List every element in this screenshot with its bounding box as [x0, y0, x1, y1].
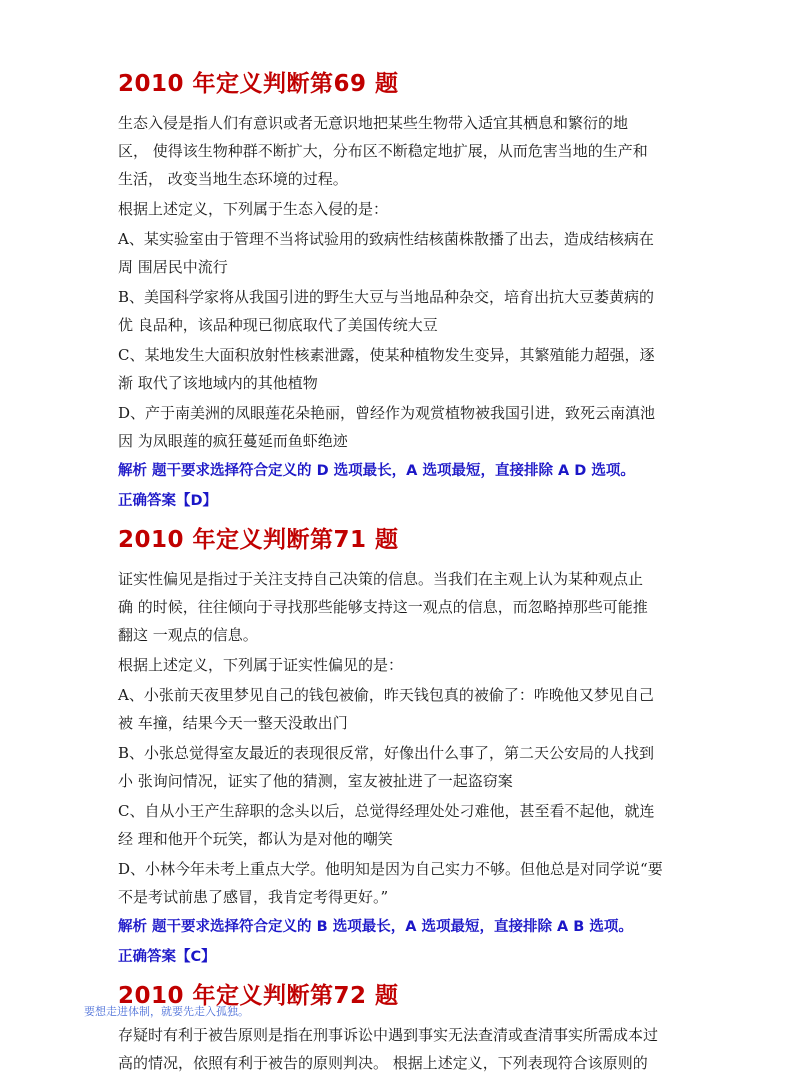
q69-option-a-line-2: 周 围居民中流行 [118, 258, 228, 276]
q69-analysis: 解析 题干要求选择符合定义的 D 选项最长，A 选项最短，直接排除 A D 选项。 [118, 463, 635, 479]
q69-answer: 正确答案【D】 [118, 493, 218, 509]
q71-option-b-line-2: 小 张询问情况，证实了他的猜测，室友被扯进了一起盗窃案 [118, 772, 513, 790]
q71-definition-line-2: 确 的时候，往往倾向于寻找那些能够支持这一观点的信息，而忽略掉那些可能推 [118, 598, 648, 616]
q69-definition-line-3: 生活， 改变当地生态环境的过程。 [118, 170, 348, 188]
page-footer: 要想走进体制，就要先走入孤独。 [84, 1005, 249, 1018]
q71-option-a-line-1: A、小张前天夜里梦见自己的钱包被偷，昨天钱包真的被偷了：咋晚他又梦见自己 [118, 686, 654, 704]
q69-option-a-line-1: A、某实验室由于管理不当将试验用的致病性结核菌株散播了出去，造成结核病在 [118, 230, 654, 248]
q71-option-d-line-1: D、小林今年未考上重点大学。他明知是因为自己实力不够。但他总是对同学说“要 [118, 860, 663, 878]
q69-option-d-line-2: 因 为凤眼莲的疯狂蔓延而鱼虾绝迹 [118, 432, 348, 450]
q71-answer: 正确答案【C】 [118, 949, 216, 965]
q69-question: 根据上述定义，下列属于生态入侵的是： [118, 200, 389, 218]
q69-option-d-line-1: D、产于南美洲的凤眼莲花朵艳丽，曾经作为观赏植物被我国引进，致死云南滇池 [118, 404, 656, 422]
q69-definition-line-2: 区， 使得该生物种群不断扩大，分布区不断稳定地扩展，从而危害当地的生产和 [118, 142, 648, 160]
q71-definition-line-3: 翻这 一观点的信息。 [118, 626, 258, 644]
q69-definition-line-1: 生态入侵是指人们有意识或者无意识地把某些生物带入适宜其栖息和繁衍的地 [118, 114, 629, 132]
q69-option-c-line-1: C、某地发生大面积放射性核素泄露，使某种植物发生变异，其繁殖能力超强，逐 [118, 346, 655, 364]
q69-title: 2010 年定义判断第69 题 [118, 71, 399, 97]
q71-option-c-line-1: C、自从小王产生辞职的念头以后，总觉得经理处处刁难他，甚至看不起他，就连 [118, 802, 655, 820]
q69-option-c-line-2: 渐 取代了该地域内的其他植物 [118, 374, 318, 392]
q71-title: 2010 年定义判断第71 题 [118, 527, 399, 553]
q72-definition-line-2: 高的情况，依照有利于被告的原则判决。 根据上述定义，下列表现符合该原则的 [118, 1054, 648, 1072]
q71-analysis: 解析 题干要求选择符合定义的 B 选项最长，A 选项最短，直接排除 A B 选项。 [118, 919, 633, 935]
document-page [118, 68, 688, 1078]
q69-option-b-line-1: B、美国科学家将从我国引进的野生大豆与当地品种杂交，培育出抗大豆萎黄病的 [118, 288, 655, 306]
q71-option-d-line-2: 不是考试前患了感冒，我肯定考得更好。” [118, 888, 389, 906]
q71-option-b-line-1: B、小张总觉得室友最近的表现很反常，好像出什么事了，第二天公安局的人找到 [118, 744, 655, 762]
q71-definition-line-1: 证实性偏见是指过于关注支持自己决策的信息。当我们在主观上认为某种观点止 [118, 570, 644, 588]
q71-option-c-line-2: 经 理和他开个玩笑，都认为是对他的嘲笑 [118, 830, 393, 848]
q72-definition-line-1: 存疑时有利于被告原则是指在刑事诉讼中遇到事实无法查清或查清事实所需成本过 [118, 1026, 659, 1044]
q72-title: 2010 年定义判断第72 题 [118, 983, 399, 1009]
q69-option-b-line-2: 优 良品种，该品种现已彻底取代了美国传统大豆 [118, 316, 438, 334]
q71-question: 根据上述定义，下列属于证实性偏见的是： [118, 656, 404, 674]
q71-option-a-line-2: 被 车撞，结果今天一整天没敢出门 [118, 714, 348, 732]
